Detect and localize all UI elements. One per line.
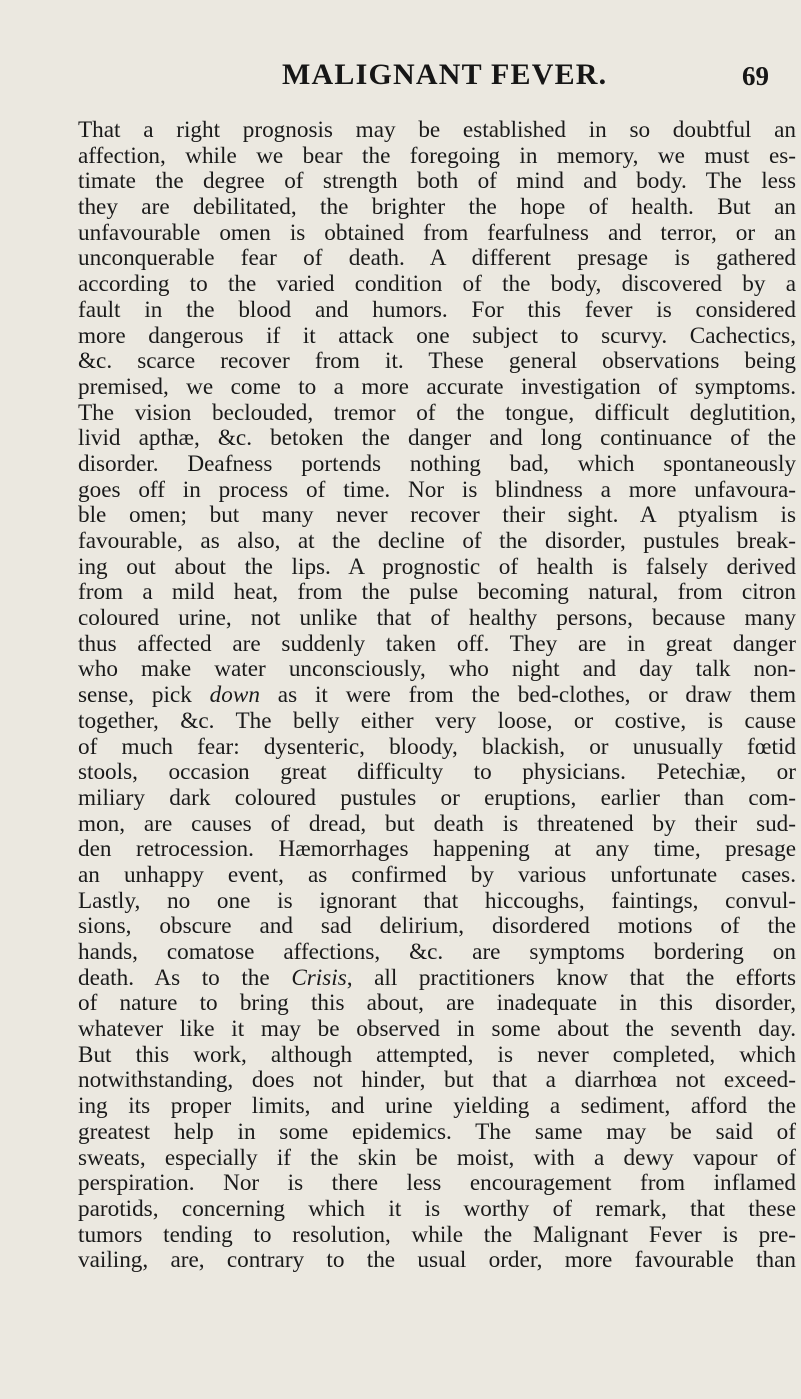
text-segment: hands, comatose affections, &c. are symptoms bordering on bbox=[78, 939, 796, 965]
text-line bbox=[78, 991, 796, 1017]
text-segment: &c. scarce recover from it. These general observations being bbox=[78, 348, 796, 375]
text-segment: perspiration. Nor is there less encouragement from inflamed bbox=[78, 1170, 796, 1197]
text-segment: as it were from the bed-clothes, or draw them bbox=[259, 682, 797, 709]
text-line bbox=[78, 324, 796, 350]
text-line bbox=[78, 144, 796, 170]
text-line bbox=[78, 1094, 796, 1120]
text-segment: livid apthæ, &c. betoken the danger and long continuance of the bbox=[78, 425, 796, 452]
text-line bbox=[78, 580, 796, 606]
text-segment: of nature to bring this about, are inadequate in this disorder, bbox=[78, 990, 796, 1017]
text-line bbox=[78, 272, 796, 298]
text-segment: den retrocession. Hæmorrhages happening at any time, presage bbox=[78, 836, 796, 863]
text-segment: goes off in process of time. Nor is blindness a more unfavoura- bbox=[78, 476, 796, 503]
text-segment: an unhappy event, as confirmed by various unfortunate cases. bbox=[78, 861, 796, 888]
text-line bbox=[78, 657, 796, 683]
text-segment: unconquerable fear of death. A different presage is gathered bbox=[78, 245, 796, 272]
text-line bbox=[78, 863, 796, 889]
text-segment: miliary dark coloured pustules or eruptions, earlier than com- bbox=[78, 784, 796, 811]
text-segment: premised, we come to a more accurate investigation of symptoms. bbox=[78, 373, 796, 400]
text-line bbox=[78, 1223, 796, 1249]
text-segment: who make water unconsciously, who night and day talk non- bbox=[78, 656, 796, 683]
text-line bbox=[78, 118, 796, 144]
text-segment: Lastly, no one is ignorant that hiccoughs, faintings, convul- bbox=[78, 887, 796, 914]
text-line bbox=[78, 195, 796, 221]
text-segment: they are debilitated, the brighter the hope of health. But an bbox=[78, 194, 796, 221]
text-segment: tumors tending to resolution, while the Malignant Fever is pre- bbox=[78, 1221, 796, 1248]
text-segment: coloured urine, not unlike that of healthy persons, because many bbox=[78, 605, 796, 632]
text-segment: stools, occasion great difficulty to physicians. Petechiæ, or bbox=[78, 759, 796, 786]
text-segment: disorder. Deafness portends nothing bad, which spontaneously bbox=[78, 450, 796, 477]
text-line bbox=[78, 298, 796, 324]
text-segment: The vision beclouded, tremor of the tongue, difficult deglutition, bbox=[78, 399, 796, 426]
text-segment: of much fear: dysenteric, bloody, blackish, or unusually fœtid bbox=[78, 733, 796, 760]
text-segment: sions, obscure and sad delirium, disordered motions of the bbox=[78, 913, 796, 940]
text-segment: parotids, concerning which it is worthy of remark, that these bbox=[78, 1195, 796, 1222]
text-line bbox=[78, 812, 796, 838]
page-number: 69 bbox=[742, 61, 769, 91]
text-line bbox=[78, 1120, 796, 1146]
text-line bbox=[78, 966, 796, 992]
text-line bbox=[78, 606, 796, 632]
text-segment: , all practitioners know that the efforts bbox=[346, 964, 796, 991]
text-segment: ble omen; but many never recover their sight. A ptyalism is bbox=[78, 502, 796, 529]
text-segment: timate the degree of strength both of mind and body. The less bbox=[78, 168, 796, 195]
text-segment: death. As to the bbox=[78, 964, 292, 991]
text-line bbox=[78, 349, 796, 375]
text-line bbox=[78, 478, 796, 504]
italic-text: down bbox=[209, 682, 260, 709]
text-line bbox=[78, 837, 796, 863]
text-segment: together, &c. The belly either very loose, or costive, is cause bbox=[78, 707, 796, 734]
text-segment: fault in the blood and humors. For this fever is considered bbox=[78, 296, 796, 323]
text-line bbox=[78, 914, 796, 940]
text-line bbox=[78, 1043, 796, 1069]
body-text bbox=[78, 118, 798, 1274]
text-line bbox=[78, 735, 796, 761]
text-segment: whatever like it may be observed in some about the seventh day. bbox=[78, 1016, 796, 1043]
text-segment: favourable, as also, at the decline of the disorder, pustules break- bbox=[78, 528, 796, 554]
text-segment: mon, are causes of dread, but death is threatened by their sud- bbox=[78, 810, 796, 837]
text-line bbox=[78, 1197, 796, 1223]
text-line bbox=[78, 169, 796, 195]
text-line bbox=[78, 1017, 796, 1043]
text-segment: sense, pick bbox=[78, 682, 210, 709]
text-line bbox=[78, 940, 796, 966]
text-line bbox=[78, 503, 796, 529]
text-line bbox=[78, 529, 796, 555]
italic-text: Crisis bbox=[291, 964, 347, 991]
text-segment: ing out about the lips. A prognostic of health is falsely derived bbox=[78, 553, 796, 580]
running-head bbox=[0, 58, 801, 106]
text-line bbox=[78, 1171, 796, 1197]
text-line bbox=[78, 375, 796, 401]
text-line bbox=[78, 1146, 796, 1172]
text-line bbox=[78, 555, 796, 581]
text-segment: according to the varied condition of the body, discovered by a bbox=[78, 271, 796, 298]
text-line bbox=[78, 246, 796, 272]
text-line bbox=[78, 401, 796, 427]
text-line bbox=[78, 632, 796, 658]
text-line bbox=[78, 683, 796, 709]
text-segment: That a right prognosis may be established in so doubtful an bbox=[78, 117, 796, 143]
text-line bbox=[78, 786, 796, 812]
text-line bbox=[78, 1248, 796, 1274]
text-line bbox=[78, 889, 796, 915]
text-segment: more dangerous if it attack one subject to scurvy. Cachectics, bbox=[78, 322, 796, 349]
text-segment: But this work, although attempted, is never completed, which bbox=[78, 1041, 796, 1068]
text-segment: unfavourable omen is obtained from fearfulness and terror, or an bbox=[78, 219, 796, 246]
text-segment: affection, while we bear the foregoing in memory, we must es- bbox=[78, 142, 796, 169]
running-title: MALIGNANT FEVER. bbox=[282, 58, 608, 91]
text-line bbox=[78, 221, 796, 247]
text-segment: from a mild heat, from the pulse becoming natural, from citron bbox=[78, 579, 796, 606]
text-segment: thus affected are suddenly taken off. They are in great danger bbox=[78, 630, 796, 657]
text-segment: notwithstanding, does not hinder, but that a diarrhœa not exceed- bbox=[78, 1067, 796, 1094]
text-segment: sweats, especially if the skin be moist, with a dewy vapour of bbox=[78, 1144, 796, 1171]
text-segment: ing its proper limits, and urine yielding a sediment, afford the bbox=[78, 1093, 796, 1120]
text-line bbox=[78, 709, 796, 735]
text-line bbox=[78, 426, 796, 452]
text-segment: greatest help in some epidemics. The same may be said of bbox=[78, 1118, 796, 1145]
text-line bbox=[78, 760, 796, 786]
text-line bbox=[78, 1068, 796, 1094]
text-line bbox=[78, 452, 796, 478]
text-segment: vailing, are, contrary to the usual order, more favourable than bbox=[78, 1247, 796, 1274]
